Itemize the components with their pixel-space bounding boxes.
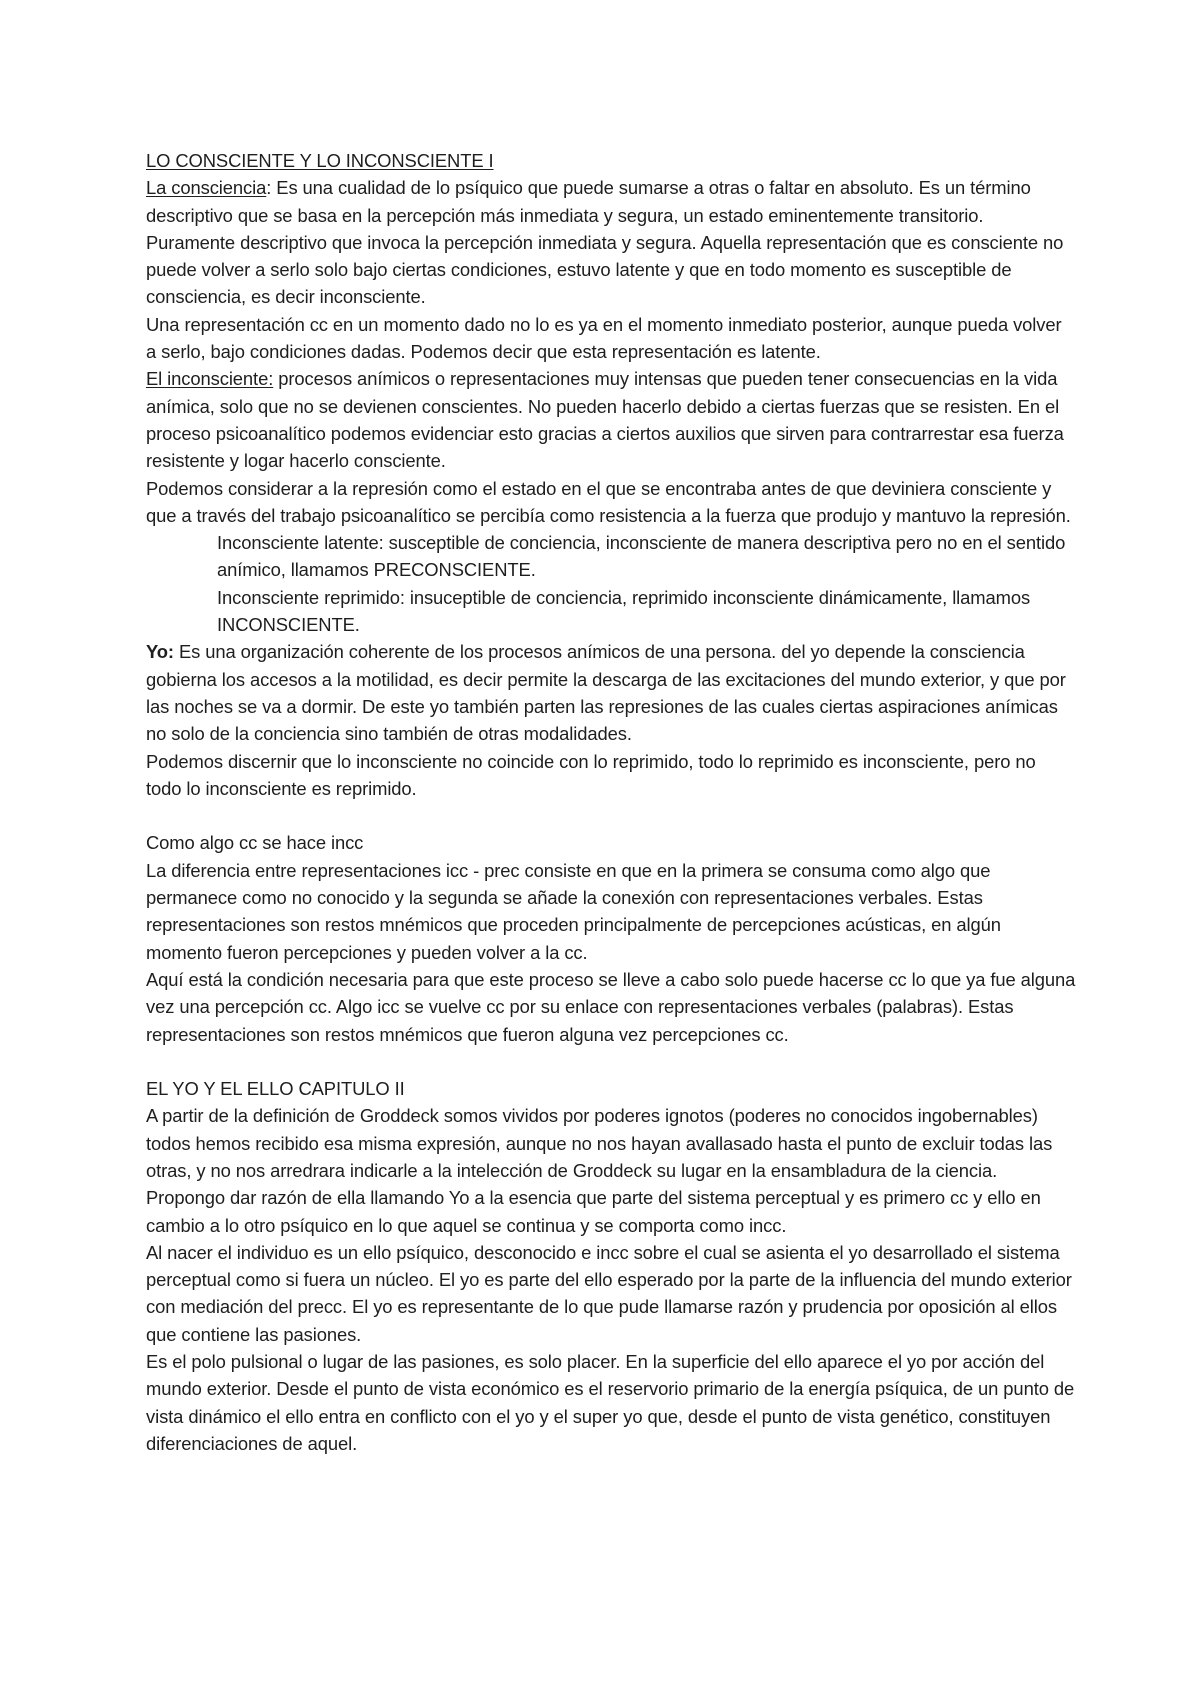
section2-title: Como algo cc se hace incc: [146, 832, 364, 854]
inconsciente-definition: procesos anímicos o representaciones muy intensas que pueden tener consecuencias en la vida anímica, solo que no se devienen conscientes. No pueden hacerlo debido a ciertas fuerzas que se resisten. En el proceso psicoanalítico podemos evidenciar esto gracias a ciertos auxilios que sirven para contrarrestar esa fuerza resistente y logar hacerlo consciente.: [146, 368, 1064, 472]
document-page: [146, 147, 1076, 1457]
item-inconsciente-latente: Inconsciente latente: susceptible de conciencia, inconsciente de manera descriptiva pero no en el sentido anímico, llamamos PRECONSCIENTE.: [217, 532, 1066, 581]
item-inconsciente-reprimido: Inconsciente reprimido: insuceptible de conciencia, reprimido inconsciente dinámicamente, llamamos INCONSCIENTE.: [217, 586, 1031, 636]
inconsciente-term: El inconsciente:: [146, 368, 274, 390]
spacer: [146, 1048, 1076, 1075]
paragraph-reprimido: Podemos discernir que lo inconsciente no coincide con lo reprimido, todo lo reprimido es inconsciente, pero no todo lo inconsciente es reprimido.: [146, 750, 1036, 799]
paragraph-icc-prec: La diferencia entre representaciones icc - prec consiste en que en la primera se consuma como algo que permanece como no conocido y la segunda se añade la conexión con representaciones verbales. Estas representaciones son restos mnémicos que proceden principalmente de percepciones acústicas, en algún momento fueron percepciones y pueden volver a la cc.: [146, 859, 1001, 963]
yo-definition: Es una organización coherente de los procesos anímicos de una persona. del yo depende la consciencia gobierna los accesos a la motilidad, es decir permite la descarga de las excitaciones del mundo exterior, y que por las noches se va a dormir. De este yo también parten las represiones de las cuales ciertas aspiraciones anímicas no solo de la conciencia sino también de otras modalidades.: [146, 641, 1066, 745]
paragraph-condicion: Aquí está la condición necesaria para que este proceso se lleve a cabo solo puede hacerse cc lo que ya fue alguna vez una percepción cc. Algo icc se vuelve cc por su enlace con representaciones verbales (palabras). Estas representaciones son restos mnémicos que fueron alguna vez percepciones cc.: [146, 968, 1076, 1045]
paragraph-consciencia: [146, 174, 1076, 310]
consciencia-definition: : Es una cualidad de lo psíquico que puede sumarse a otras o faltar en absoluto. Es un término descriptivo que se basa en la percepción más inmediata y segura, un estado eminentemente transitorio. Puramente descriptivo que invoca la percepción inmediata y segura. Aquella representación que es consciente no puede volver a serlo solo bajo ciertas condiciones, estuvo latente y que en todo momento es susceptible de consciencia, es decir inconsciente.: [146, 177, 1064, 308]
paragraph-nacer: Al nacer el individuo es un ello psíquico, desconocido e incc sobre el cual se asienta el yo desarrollado el sistema perceptual como si fuera un núcleo. El yo es parte del ello esperado por la parte de la influencia del mundo exterior con mediación del precc. El yo es representante de lo que pude llamarse razón y prudencia por oposición al ellos que contiene las pasiones.: [146, 1241, 1072, 1345]
paragraph-yo: [146, 638, 1076, 747]
paragraph-represion: Podemos considerar a la represión como el estado en el que se encontraba antes de que deviniera consciente y que a través del trabajo psicoanalítico se percibía como resistencia a la fuerza que produjo y mantuvo la represión.: [146, 477, 1071, 526]
paragraph-groddeck: A partir de la definición de Groddeck somos vividos por poderes ignotos (poderes no conocidos ingobernables) todos hemos recibido esa misma expresión, aunque no nos hayan avallasado hasta el punto de excluir todas las otras, y no nos arredrara indicarle a la intelección de Groddeck su lugar en la ensambladura de la ciencia. Propongo dar razón de ella llamando Yo a la esencia que parte del sistema perceptual y es primero cc y ello en cambio a lo otro psíquico en lo que aquel se continua y se comporta como incc.: [146, 1105, 1053, 1236]
paragraph-polo-pulsional: Es el polo pulsional o lugar de las pasiones, es solo placer. En la superficie del ello aparece el yo por acción del mundo exterior. Desde el punto de vista económico es el reservorio primario de la energía psíquica, de un punto de vista dinámico el ello entra en conflicto con el yo y el super yo que, desde el punto de vista genético, constituyen diferenciaciones de aquel.: [146, 1351, 1075, 1454]
consciencia-term: La consciencia: [146, 177, 267, 199]
section3-title: EL YO Y EL ELLO CAPITULO II: [146, 1078, 405, 1100]
section1-title-text: LO CONSCIENTE Y LO INCONSCIENTE I: [146, 150, 494, 171]
paragraph-inconsciente: [146, 365, 1076, 474]
paragraph-latente-representation: Una representación cc en un momento dado no lo es ya en el momento inmediato posterior, aunque pueda volver a serlo, bajo condiciones dadas. Podemos decir que esta representación es latente.: [146, 313, 1062, 363]
spacer: [146, 802, 1076, 829]
section1-title: [146, 147, 1076, 174]
yo-term: Yo:: [146, 641, 174, 663]
